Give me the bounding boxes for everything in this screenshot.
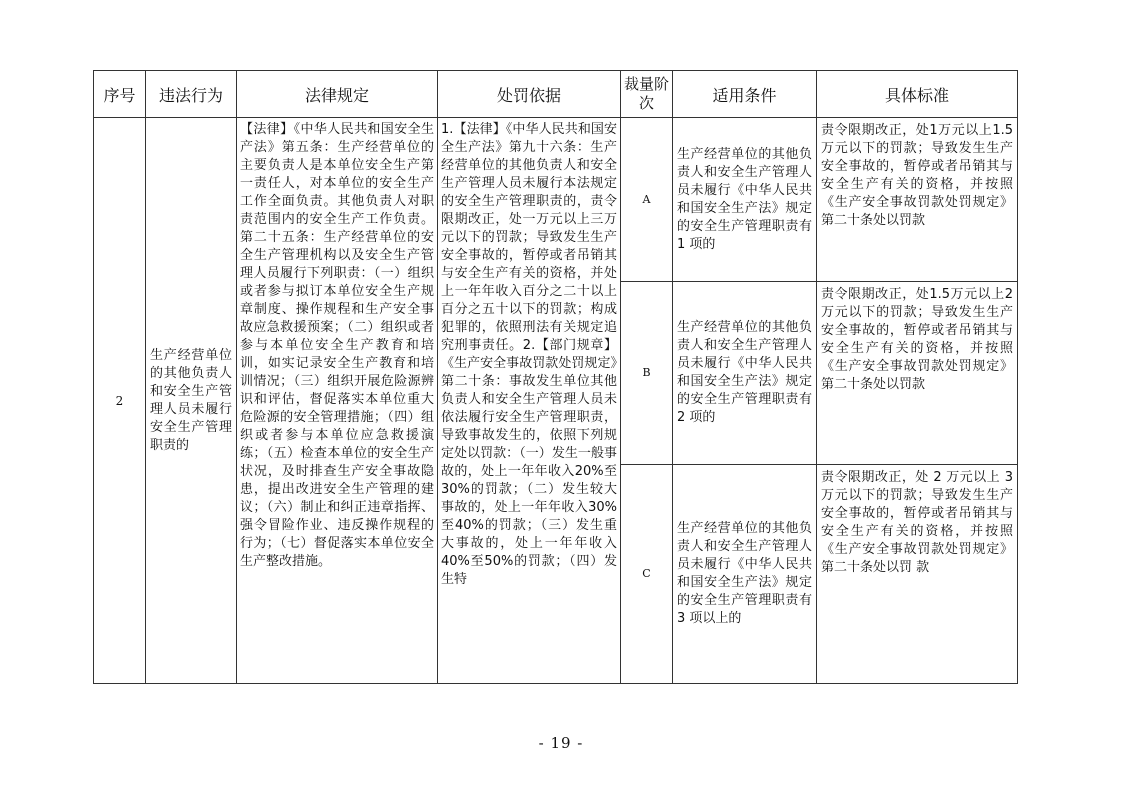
table-header-row	[94, 71, 1018, 118]
row-violation: 生产经营单位的其他负责人和安全生产管理人员未履行安全生产管理职责的	[146, 118, 237, 684]
header-law: 法律规定	[237, 71, 438, 118]
header-penalty-basis: 处罚依据	[438, 71, 621, 118]
row-law-text: 【法律】《中华人民共和国安全生产法》第五条：生产经营单位的主要负责人是本单位安全生产第一责任人，对本单位的安全生产工作全面负责。其他负责人对职责范围内的安全生产工作负责。第二十五条：生产经营单位的安全生产管理机构以及安全生产管理人员履行下列职责：（一）组织或者参与拟订本单位安全生产规章制度、操作规程和生产安全事故应急救援预案；（二）组织或者参与本单位安全生产教育和培训，如实记录安全生产教育和培训情况；（三）组织开展危险源辨识和评估，督促落实本单位重大危险源的安全管理措施；（四）组织或者参与本单位应急救援演练；（五）检查本单位的安全生产状况，及时排查生产安全事故隐患，提出改进安全生产管理的建议；（六）制止和纠正违章指挥、强令冒险作业、违反操作规程的行为；（七）督促落实本单位安全生产整改措施。	[240, 122, 434, 569]
level-b: B	[621, 282, 673, 465]
standard-c: 责令限期改正，处 2 万元以上 3 万元以下的罚款；导致发生生产安全事故的，暂停或者吊销其与安全生产有关的资格，并按照《生产安全事故罚款处罚规定》第二十条处以罚 款	[817, 465, 1018, 684]
standard-a: 责令限期改正，处1万元以上1.5万元以下的罚款；导致发生生产安全事故的，暂停或者吊销其与安全生产有关的资格，并按照《生产安全事故罚款处罚规定》第二十条处以罚款	[817, 118, 1018, 282]
penalty-discretion-table	[93, 70, 1018, 684]
header-violation: 违法行为	[146, 71, 237, 118]
level-a: A	[621, 118, 673, 282]
condition-b: 生产经营单位的其他负责人和安全生产管理人员未履行《中华人民共和国安全生产法》规定的安全生产管理职责有 2 项的	[673, 282, 817, 465]
page-number: - 19 -	[538, 734, 584, 752]
row-law-cell	[237, 118, 438, 684]
table-row	[94, 118, 1018, 282]
header-level: 裁量阶次	[621, 71, 673, 118]
condition-c: 生产经营单位的其他负责人和安全生产管理人员未履行《中华人民共和国安全生产法》规定的安全生产管理职责有 3 项以上的	[673, 465, 817, 684]
row-penalty-basis-text: 1.【法律】《中华人民共和国安全生产法》第九十六条：生产经营单位的其他负责人和安全生产管理人员未履行本法规定的安全生产管理职责的，责令限期改正，处一万元以上三万元以下的罚款；导致发生生产安全事故的，暂停或者吊销其与安全生产有关的资格，并处上一年年收入百分之二十以上百分之五十以下的罚款；构成犯罪的，依照刑法有关规定追究刑事责任。2.【部门规章】《生产安全事故罚款处罚规定》第二十条：事故发生单位其他负责人和安全生产管理人员未依法履行安全生产管理职责，导致事故发生的，依照下列规定处以罚款：（一）发生一般事故的，处上一年年收入20%至30%的罚款；（二）发生较大事故的，处上一年年收入30%至40%的罚款；（三）发生重大事故的，处上一年年收入40%至50%的罚款；（四）发生特	[441, 122, 617, 587]
row-seq: 2	[94, 118, 146, 684]
row-penalty-cell	[438, 118, 621, 684]
condition-a: 生产经营单位的其他负责人和安全生产管理人员未履行《中华人民共和国安全生产法》规定的安全生产管理职责有 1 项的	[673, 118, 817, 282]
header-seq: 序号	[94, 71, 146, 118]
level-c: C	[621, 465, 673, 684]
standard-b: 责令限期改正，处1.5万元以上2万元以下的罚款；导致发生生产安全事故的，暂停或者吊销其与安全生产有关的资格，并按照《生产安全事故罚款处罚规定》第二十条处以罚款	[817, 282, 1018, 465]
header-condition: 适用条件	[673, 71, 817, 118]
header-standard: 具体标准	[817, 71, 1018, 118]
